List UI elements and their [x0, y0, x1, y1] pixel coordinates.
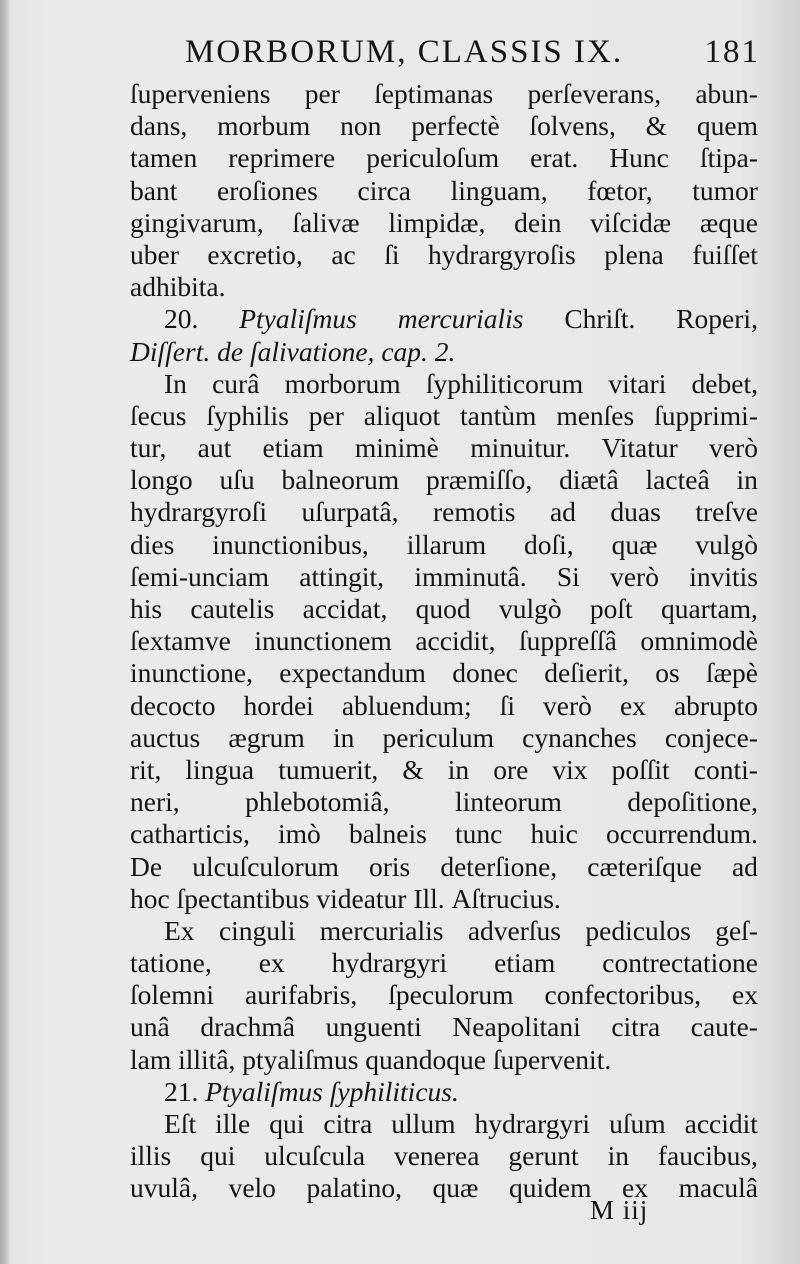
signature-mark: M iij — [590, 1195, 649, 1225]
text-line: catharticis, imò balneis tunc huic occurrendum. — [130, 818, 758, 850]
text-line: illis qui ulcuſcula venerea gerunt in faucibus, — [130, 1140, 758, 1172]
text-line: 20. Ptyaliſmus mercurialis Chriſt. Roperi, — [164, 303, 758, 335]
text-line: ſolemni aurifabris, ſpeculorum confectoribus, ex — [130, 979, 758, 1011]
body-text — [130, 78, 758, 1205]
text-line: unâ drachmâ unguenti Neapolitani citra caute- — [130, 1011, 758, 1043]
text-line: adhibita. — [130, 271, 226, 303]
gutter-shadow — [0, 0, 10, 1264]
text-line: ſuperveniens per ſeptimanas perſeverans, abun- — [130, 78, 758, 109]
text-line: 21. Ptyaliſmus ſyphiliticus. — [164, 1075, 459, 1107]
running-title: MORBORUM, CLASSIS IX. — [185, 34, 624, 70]
text-line: hoc ſpectantibus videatur Ill. Aſtrucius. — [130, 882, 561, 914]
text-line: Diſſert. de ſalivatione, cap. 2. — [130, 335, 456, 367]
text-line: tur, aut etiam minimè minuitur. Vitatur verò — [130, 432, 758, 464]
text-line: Eſt ille qui citra ullum hydrargyri uſum accidit — [164, 1108, 758, 1139]
text-line: lam illitâ, ptyaliſmus quandoque ſupervenit. — [130, 1043, 612, 1075]
text-line: uvulâ, velo palatino, quæ quidem ex maculâ — [130, 1172, 758, 1204]
text-line: auctus ægrum in periculum cynanches conjece- — [130, 721, 758, 753]
text-line: bant eroſiones circa linguam, fœtor, tumor — [130, 174, 758, 206]
text-line: tatione, ex hydrargyri etiam contrectatione — [130, 947, 758, 979]
text-line: gingivarum, ſalivæ limpidæ, dein viſcidæ æque — [130, 206, 758, 238]
text-line: De ulcuſculorum oris deterſione, cæteriſque ad — [130, 850, 758, 882]
text-line: uber excretio, ac ſi hydrargyroſis plena fuiſſet — [130, 238, 758, 270]
text-line: his cautelis accidat, quod vulgò poſt quartam, — [130, 593, 758, 624]
text-line: Ex cinguli mercurialis adverſus pediculos geſ- — [164, 914, 758, 946]
text-line: decocto hordei abluendum; ſi verò ex abrupto — [130, 689, 758, 721]
text-line: ſemi-unciam attingit, imminutâ. Si verò invitis — [130, 560, 758, 592]
text-line: ſecus ſyphilis per aliquot tantùm menſes ſupprimi- — [130, 399, 758, 431]
text-line: tamen reprimere periculoſum erat. Hunc ſtipa- — [130, 142, 758, 174]
text-line: rit, lingua tumuerit, & in ore vix poſſit conti- — [130, 753, 758, 785]
text-line: dans, morbum non perfectè ſolvens, & quem — [130, 110, 758, 142]
text-line: hydrargyroſi uſurpatâ, remotis ad duas treſve — [130, 496, 758, 528]
text-line: neri, phlebotomiâ, linteorum depoſitione, — [130, 786, 758, 818]
text-line: inunctione, expectandum donec deſierit, os ſæpè — [130, 657, 758, 689]
text-line: dies inunctionibus, illarum doſi, quæ vulgò — [130, 528, 758, 560]
page-header — [185, 34, 760, 82]
text-line: ſextamve inunctionem accidit, ſuppreſſâ omnimodè — [130, 625, 758, 657]
text-line: In curâ morborum ſyphiliticorum vitari debet, — [164, 367, 758, 399]
page-number: 181 — [704, 34, 760, 70]
text-line: longo uſu balneorum præmiſſo, diætâ lacteâ in — [130, 464, 758, 496]
